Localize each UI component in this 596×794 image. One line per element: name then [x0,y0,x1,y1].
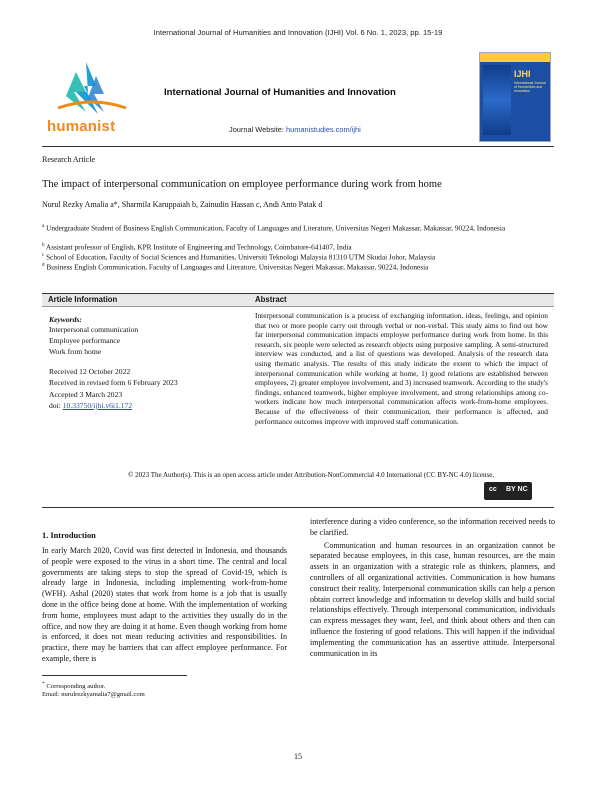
doi: doi: 10.33750/ijhi.v6i1.172 [49,401,133,410]
journal-cover [480,53,550,141]
keyword: Interpersonal communication [49,325,139,334]
section-title: 1. Introduction [42,531,96,540]
paragraph: In early March 2020, Covid was first detected in Indonesia, and thousands of people were exposed to the virus in a short time. The central and local governments are taking steps to stop the spread of Covid-19, which is already large in Indonesia, including implementing work-from-home (WFH). Ashal (2020) states that work from home is a job that is usually done in the office being done at home. With the implementation of working from home, employees must adapt to the activities they usually do in the office, and now they are doing it at home. Even though working from home is enforced, it does not mean reducing activities and responsibilities. In practice, there may be barriers that can affect employee performance. For example, there is [42,546,287,663]
cover-title: IJHI [514,69,531,79]
accepted-date: Accepted 3 March 2023 [49,390,123,399]
running-head: International Journal of Humanities and Innovation (IJHI) Vol. 6 No. 1, 2023, pp. 15-19 [153,28,443,37]
keyword: Work from home [49,347,102,356]
journal-website [229,125,361,134]
paper-title: The impact of interpersonal communication on employee performance during work from home [42,179,442,190]
journal-website-label: Journal Website: [229,125,286,134]
paragraph: interference during a video conference, so the information received needs to be clarified. [310,517,555,537]
article-type: Research Article [42,155,96,164]
info-box-bottom-rule [42,507,554,508]
left-column [42,546,287,665]
header-rule [42,146,554,147]
footnote-rule [42,675,187,676]
received-date: Received 12 October 2022 [49,367,131,376]
info-abstract-header [42,293,554,307]
right-column [310,517,555,659]
abstract-text: Interpersonal communication is a process of exchanging information, ideas, feelings, and opinion that two or more people carry out through verbal or non-verbal. This study aims to find out how far interpersonal communication impacts employee performance during work from home. In this research, six people were selected as research objects using purposive sampling. A semi-structured interview was conducted, and a list of questions was developed. Analysis of the research data using thematic analysis. The results of this study indicate the extent to which the impact of interpersonal communication while working at home, 1) good relations are established between employees, 2) greater employee involvement, and 3) increased teamwork. According to the study's findings, enhanced teamwork, higher employee involvement, and strong relationships among co-workers indicate how much interpersonal communication affects work-from-home employees. Because of the effectiveness of their communication, their performance is affected, and performance outcomes improve with improved staff communication. [255,311,548,426]
affiliation-c: $^c$ School of Education, Faculty of Social Sciences and Humanities, Universiti Teknologi Malaysia 81310 UTM Skudai Johor, Malaysia [42,252,436,262]
logo-text: humanist [47,118,116,135]
journal-title: International Journal of Humanities and Innovation [164,87,396,98]
abstract-heading: Abstract [255,295,287,304]
footnote-corresponding: * Corresponding author. [42,681,106,691]
footnote-email: Email: nurulrezkyamalia7@gmail.com [42,691,145,698]
affiliation-d: $^d$ Business English Communication, Faculty of Languages and Literature, Universitas Negeri Makassar, Makassar, 90224, Indonesia [42,262,429,272]
keyword: Employee performance [49,336,121,345]
doi-link[interactable]: 10.33750/ijhi.v6i1.172 [62,401,133,410]
journal-website-link[interactable]: humanistudies.com/ijhi [285,125,361,134]
paragraph: Communication and human resources in an organization cannot be separated because employees, in this case, human resources, are the main assets in an organization with a strategic role as thinkers, planners, and controllers of all organizational activities. Communication is how humans construct their reality. Interpersonal communication skills can help a person obtain correct knowledge and information to develop skills and build social relationships effectively. Through interpersonal communication, individuals can express messages they want, feel, and think about others and then can influence the fostering of good relations. This will happen if the individual implementing the communication has an assertive attitude. Interpersonal communication in its [310,540,555,658]
author-list: Nurul Rezky Amalia a*, Sharmila Karuppaiah b, Zainudin Hassan c, Andi Anto Patak d [42,200,323,209]
article-info-heading: Article Information [48,295,118,304]
cover-subtitle: International Journal of Humanities and Innovation [514,81,546,93]
cc-license-badge-icon[interactable]: cc BY NC [484,482,532,500]
revised-date: Received in revised form 6 February 2023 [49,378,178,387]
page-number: 15 [294,752,302,761]
affiliation-b: $^b$ Assistant professor of English, KPR Institute of Engineering and Technology, Coimbatore-641407, India [42,242,352,252]
license-text: © 2023 The Author(s). This is an open access article under Attribution-NonCommercial 4.0 International (CC BY-NC 4.0) license. [128,471,495,479]
affiliation-a: $^a$ Undergraduate Student of Business English Communication, Faculty of Languages and Literature, Universitas Negeri Makassar, Makassar, 90224, Indonesia [42,223,506,233]
keywords-label: Keywords: [49,315,82,324]
